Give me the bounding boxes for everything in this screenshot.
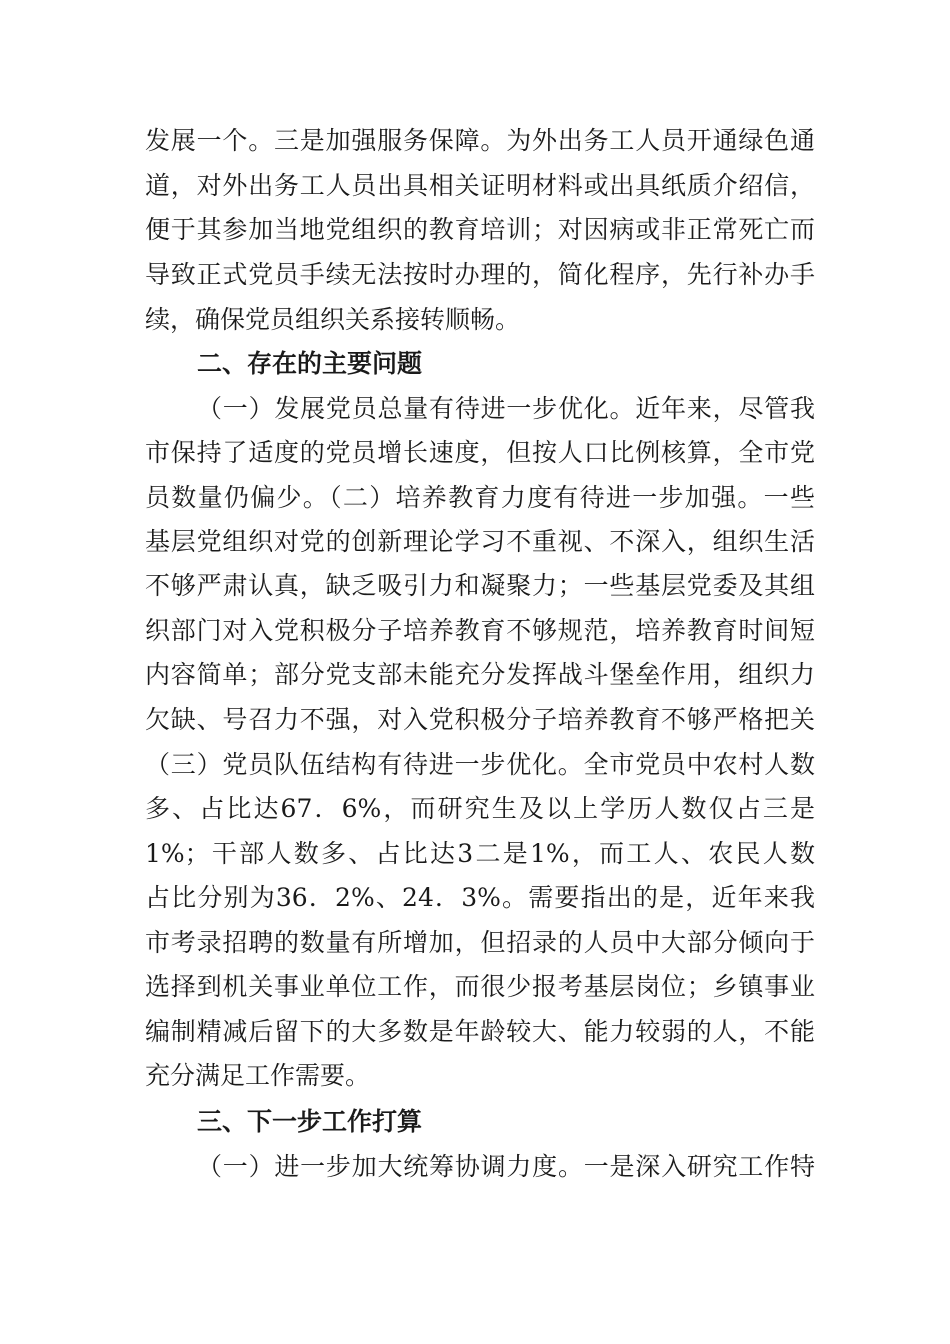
paragraph-line: 员数量仍偏少。（二）培养教育力度有待进一步加强。一些 bbox=[145, 483, 815, 512]
paragraph-line: 导致正式党员手续无法按时办理的，简化程序，先行补办手 bbox=[145, 260, 815, 289]
section-heading: 二、存在的主要问题 bbox=[197, 349, 423, 378]
paragraph-line: 编制精减后留下的大多数是年龄较大、能力较弱的人，不能 bbox=[145, 1017, 815, 1046]
paragraph-line: （一）进一步加大统筹协调力度。一是深入研究工作特 bbox=[197, 1152, 815, 1181]
paragraph-line: 发展一个。三是加强服务保障。为外出务工人员开通绿色通 bbox=[145, 126, 815, 155]
paragraph-line: （一）发展党员总量有待进一步优化。近年来，尽管我 bbox=[197, 394, 815, 423]
paragraph-line: 织部门对入党积极分子培养教育不够规范，培养教育时间短 bbox=[145, 616, 815, 645]
paragraph-line: （三）党员队伍结构有待进一步优化。全市党员中农村人数 bbox=[145, 750, 815, 779]
paragraph-line: 内容简单；部分党支部未能充分发挥战斗堡垒作用，组织力 bbox=[145, 660, 815, 689]
section-heading: 三、下一步工作打算 bbox=[197, 1107, 423, 1136]
paragraph-line: 1%；干部人数多、占比达3二是1%，而工人、农民人数 bbox=[145, 839, 815, 868]
paragraph-line: 市保持了适度的党员增长速度，但按人口比例核算，全市党 bbox=[145, 438, 815, 467]
paragraph-line: 欠缺、号召力不强，对入党积极分子培养教育不够严格把关 bbox=[145, 705, 815, 734]
paragraph-line: 续，确保党员组织关系接转顺畅。 bbox=[145, 305, 521, 334]
paragraph-line: 市考录招聘的数量有所增加，但招录的人员中大部分倾向于 bbox=[145, 928, 815, 957]
paragraph-line: 选择到机关事业单位工作，而很少报考基层岗位；乡镇事业 bbox=[145, 972, 815, 1001]
paragraph-line: 不够严肃认真，缺乏吸引力和凝聚力；一些基层党委及其组 bbox=[145, 571, 815, 600]
paragraph-line: 便于其参加当地党组织的教育培训；对因病或非正常死亡而 bbox=[145, 215, 815, 244]
paragraph-line: 充分满足工作需要。 bbox=[145, 1061, 371, 1090]
paragraph-line: 多、占比达67．6%，而研究生及以上学历人数仅占三是 bbox=[145, 794, 815, 823]
paragraph-line: 占比分别为36．2%、24．3%。需要指出的是，近年来我 bbox=[145, 883, 815, 912]
paragraph-line: 道，对外出务工人员出具相关证明材料或出具纸质介绍信， bbox=[145, 171, 815, 200]
paragraph-line: 基层党组织对党的创新理论学习不重视、不深入，组织生活 bbox=[145, 527, 815, 556]
